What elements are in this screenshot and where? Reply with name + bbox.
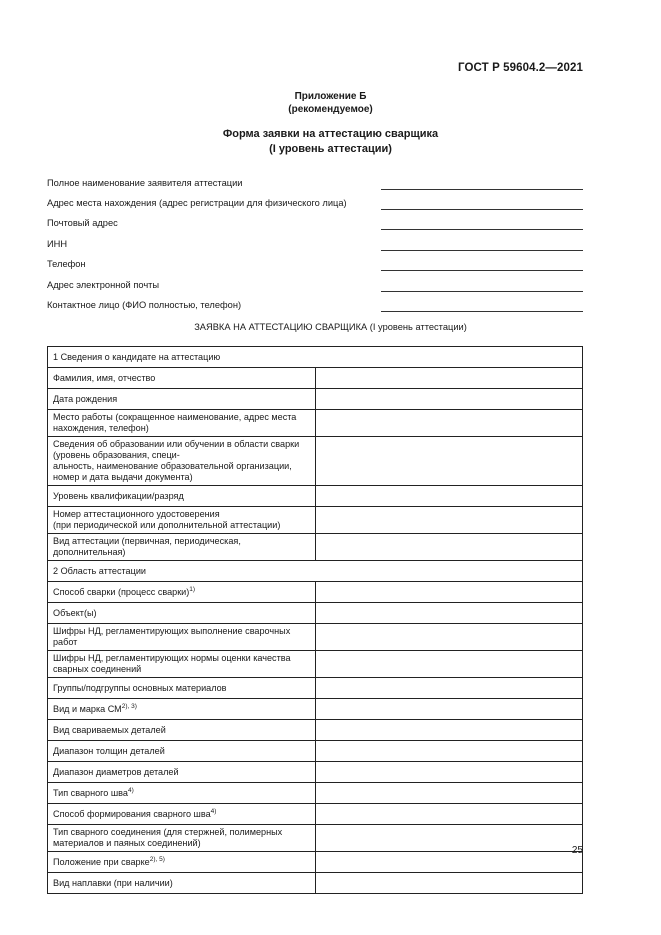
row-label [48,852,316,873]
fill-in-line[interactable] [381,270,583,271]
fill-in-line[interactable] [381,291,583,292]
table-row [48,410,583,437]
value-cell[interactable] [315,720,583,741]
footnote-ref: 2), 5) [149,855,165,863]
row-label: Шифры НД, регламентирующих нормы оценки качества сварных соединений [48,651,316,678]
document-code: ГОСТ Р 59604.2—2021 [458,62,583,74]
table-row [48,389,583,410]
value-cell[interactable] [315,804,583,825]
field-label: Телефон [47,259,86,269]
applicant-field [47,214,583,230]
row-label-text: Тип сварного шва [53,787,128,798]
applicant-field [47,194,583,210]
row-label: Место работы (сокращенное наименование, адрес места нахождения, телефон) [48,410,316,437]
row-label-line: (при периодической или дополнительной аттестации) [53,520,281,530]
field-label: Полное наименование заявителя аттестации [47,178,243,188]
form-title [0,127,661,157]
application-table-title: ЗАЯВКА НА АТТЕСТАЦИЮ СВАРЩИКА (I уровень аттестации) [194,322,467,332]
table-row [48,741,583,762]
application-table [47,346,583,894]
table-row [48,852,583,873]
value-cell[interactable] [315,368,583,389]
applicant-field [47,255,583,271]
page-number: 25 [571,845,583,856]
row-label-line: альность, наименование образовательной организации, номер и дата выдачи документа) [53,461,292,482]
table-row [48,368,583,389]
table-row [48,582,583,603]
row-label-text: Способ формирования сварного шва [53,808,211,819]
row-label: Уровень квалификации/разряд [48,486,316,507]
fill-in-line[interactable] [381,311,583,312]
row-label [48,699,316,720]
row-label: Диапазон диаметров деталей [48,762,316,783]
field-label: Почтовый адрес [47,218,118,228]
row-label [48,437,316,486]
appendix-subtitle: (рекомендуемое) [288,104,373,115]
table-row [48,720,583,741]
value-cell[interactable] [315,699,583,720]
value-cell[interactable] [315,507,583,534]
row-label: Вид свариваемых деталей [48,720,316,741]
table-row [48,603,583,624]
value-cell[interactable] [315,825,583,852]
applicant-field [47,174,583,190]
table-row [48,486,583,507]
value-cell[interactable] [315,410,583,437]
field-label: Адрес места нахождения (адрес регистрации для физического лица) [47,198,347,208]
row-label: Объект(ы) [48,603,316,624]
row-label-line: Сведения об образовании или обучении в области сварки (уровень образования, специ- [53,439,300,460]
footnote-ref: 1) [189,585,196,593]
value-cell[interactable] [315,678,583,699]
row-label: Шифры НД, регламентирующих выполнение сварочных работ [48,624,316,651]
table-row [48,534,583,561]
form-title-line2: (I уровень аттестации) [269,143,392,155]
row-label: Группы/подгруппы основных материалов [48,678,316,699]
row-label [48,804,316,825]
value-cell[interactable] [315,624,583,651]
footnote-ref: 4) [210,807,217,815]
value-cell[interactable] [315,603,583,624]
field-label: ИНН [47,239,68,249]
value-cell[interactable] [315,852,583,873]
form-title-line1: Форма заявки на аттестацию сварщика [222,128,439,140]
value-cell[interactable] [315,651,583,678]
table-row [48,762,583,783]
section1-title: 1 Сведения о кандидате на аттестацию [48,347,583,368]
row-label: Тип сварного соединения (для стержней, полимерных материалов и паяных соединений) [48,825,316,852]
value-cell[interactable] [315,582,583,603]
row-label-text: Положение при сварке [53,856,150,867]
section-header-row [48,561,583,582]
row-label-text: Вид и марка СМ [53,703,122,714]
table-row [48,651,583,678]
value-cell[interactable] [315,389,583,410]
row-label: Фамилия, имя, отчество [48,368,316,389]
table-row [48,678,583,699]
footnote-ref: 4) [127,786,134,794]
value-cell[interactable] [315,741,583,762]
applicant-field [47,276,583,292]
row-label [48,783,316,804]
appendix-title: Приложение Б [294,91,367,102]
section2-title: 2 Область аттестации [48,561,583,582]
value-cell[interactable] [315,873,583,894]
table-row [48,624,583,651]
value-cell[interactable] [315,437,583,486]
table-row [48,699,583,720]
table-row [48,804,583,825]
row-label: Вид аттестации (первичная, периодическая, дополнительная) [48,534,316,561]
fill-in-line[interactable] [381,209,583,210]
row-label [48,507,316,534]
row-label-text: Способ сварки (процесс сварки) [53,586,190,597]
fill-in-line[interactable] [381,229,583,230]
row-label [48,582,316,603]
value-cell[interactable] [315,534,583,561]
appendix-heading [0,90,661,116]
row-label: Диапазон толщин деталей [48,741,316,762]
footnote-ref: 2), 3) [121,702,137,710]
row-label: Дата рождения [48,389,316,410]
value-cell[interactable] [315,486,583,507]
value-cell[interactable] [315,762,583,783]
section-header-row [48,347,583,368]
table-row [48,825,583,852]
applicant-field [47,296,583,312]
row-label-line: Номер аттестационного удостоверения [53,509,220,519]
value-cell[interactable] [315,783,583,804]
applicant-field [47,235,583,251]
fill-in-line[interactable] [381,189,583,190]
table-row [48,507,583,534]
table-row [48,873,583,894]
table-row [48,783,583,804]
row-label: Вид наплавки (при наличии) [48,873,316,894]
field-label: Адрес электронной почты [47,280,160,290]
field-label: Контактное лицо (ФИО полностью, телефон) [47,300,242,310]
fill-in-line[interactable] [381,250,583,251]
table-row [48,437,583,486]
